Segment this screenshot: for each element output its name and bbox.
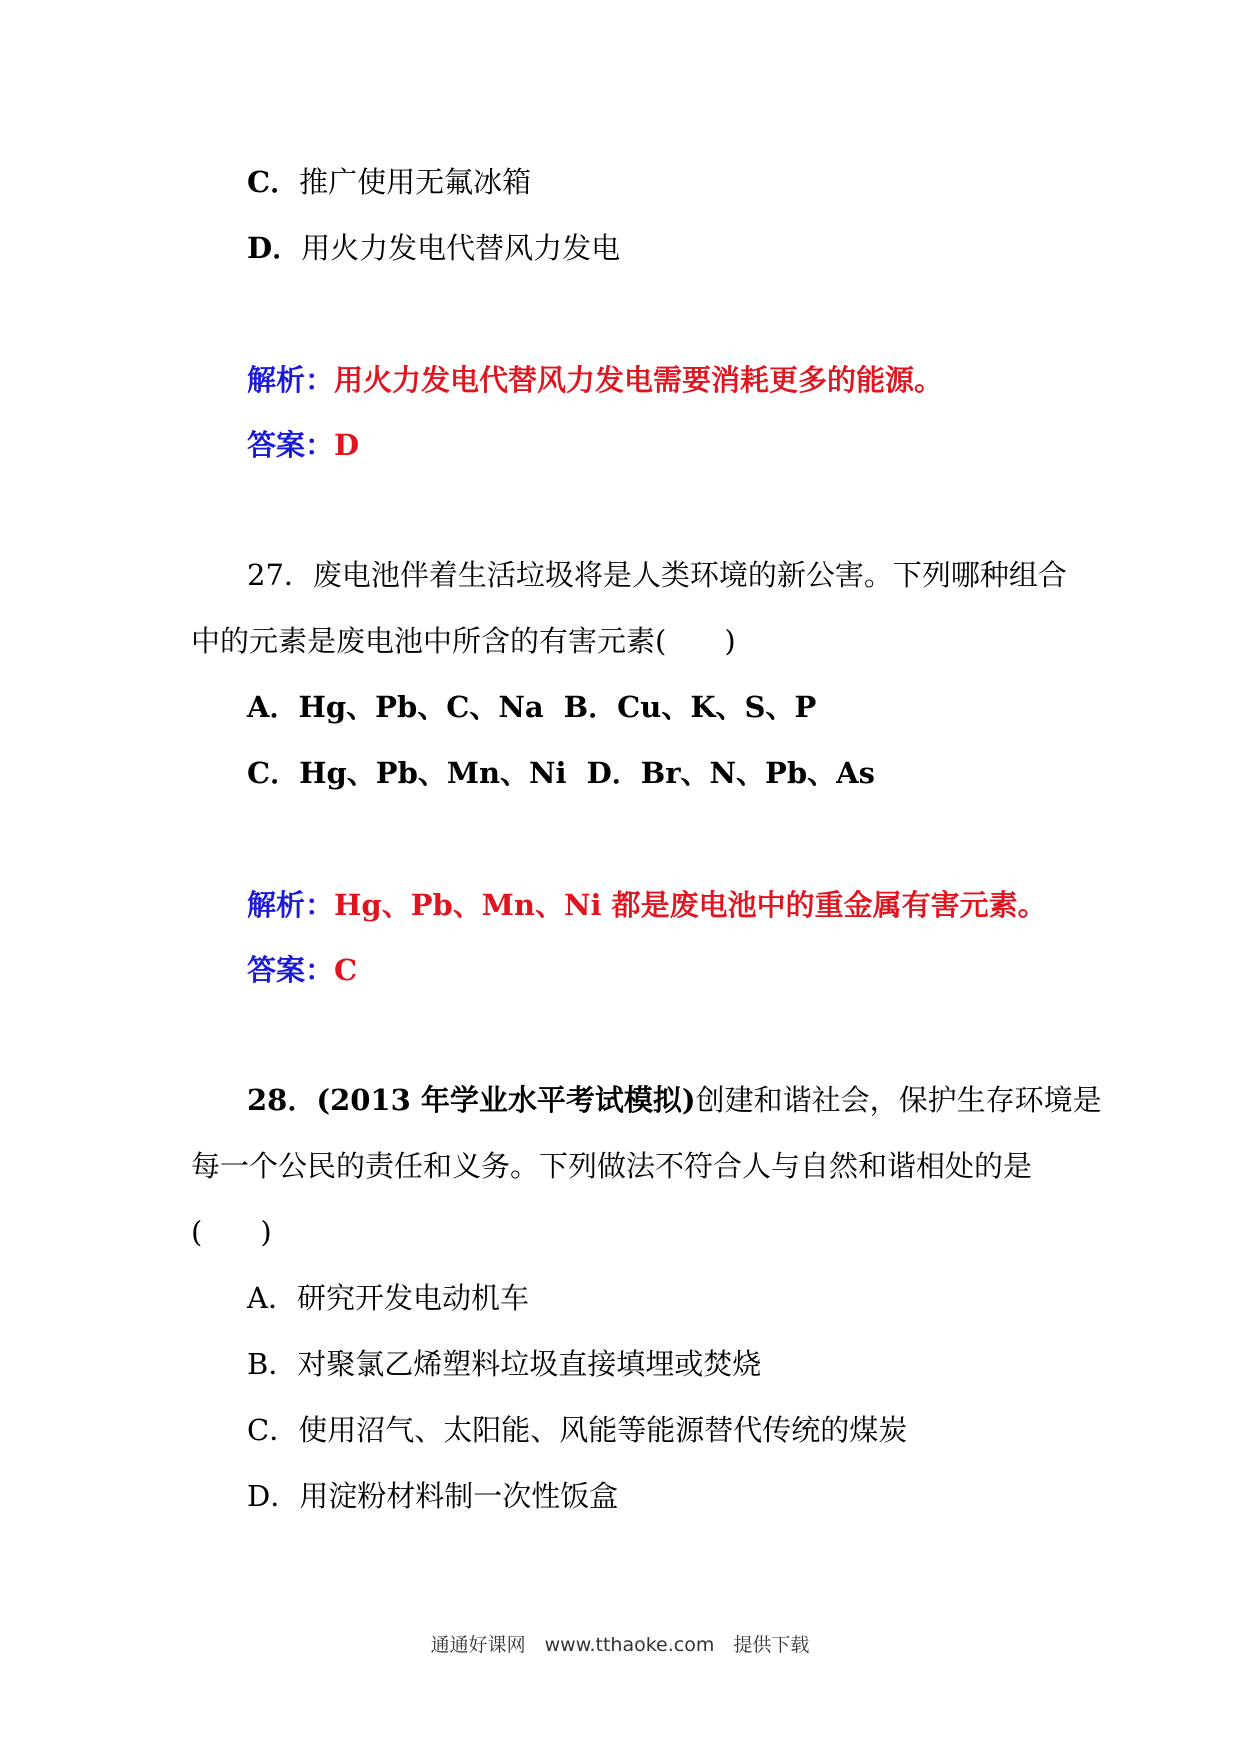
q28-option-c: C．使用沼气、太阳能、风能等能源替代传统的煤炭 bbox=[247, 1413, 908, 1447]
q27-option-c: C．Hg、Pb、Mn、Ni bbox=[247, 756, 567, 790]
q26-analysis-text: 用火力发电代替风力发电需要消耗更多的能源。 bbox=[334, 363, 944, 397]
q28-option-d: D．用淀粉材料制一次性饭盒 bbox=[247, 1479, 619, 1513]
q26-option-c-text: 推广使用无氟冰箱 bbox=[299, 165, 532, 199]
q26-answer-value: D bbox=[334, 428, 360, 462]
q28-stem-line1-rest: 创建和谐社会，保护生存环境是 bbox=[695, 1083, 1102, 1117]
q27-option-a: A．Hg、Pb、C、Na bbox=[247, 690, 544, 724]
q28-option-a: A．研究开发电动机车 bbox=[247, 1281, 529, 1315]
q26-analysis bbox=[247, 360, 943, 400]
q27-stem-line1: 27．废电池伴着生活垃圾将是人类环境的新公害。下列哪种组合 bbox=[247, 558, 1067, 592]
q28-stem-line3: ( ) bbox=[191, 1215, 272, 1249]
q27-options-cd bbox=[247, 753, 875, 793]
q28-stem-prefix: 28．(2013 年学业水平考试模拟) bbox=[247, 1083, 696, 1117]
q27-stem-line2: 中的元素是废电池中所含的有害元素( ) bbox=[191, 624, 736, 658]
q27-answer-value: C bbox=[334, 953, 358, 987]
q26-answer bbox=[247, 425, 359, 465]
q28-option-b: B．对聚氯乙烯塑料垃圾直接填埋或焚烧 bbox=[247, 1347, 762, 1381]
q28-stem-line1 bbox=[247, 1080, 1102, 1120]
q26-option-c-label: C． bbox=[247, 165, 300, 199]
q27-analysis-text: Hg、Pb、Mn、Ni 都是废电池中的重金属有害元素。 bbox=[334, 888, 1047, 922]
q26-analysis-label: 解析： bbox=[247, 363, 335, 397]
q27-option-d: D．Br、N、Pb、As bbox=[586, 756, 875, 790]
q27-option-b: B．Cu、K、S、P bbox=[563, 690, 817, 724]
q26-answer-label: 答案： bbox=[247, 428, 335, 462]
q28-stem-line2: 每一个公民的责任和义务。下列做法不符合人与自然和谐相处的是 bbox=[191, 1149, 1033, 1183]
q26-option-d-text: 用火力发电代替风力发电 bbox=[301, 231, 621, 265]
q26-option-c bbox=[247, 162, 531, 202]
q27-answer bbox=[247, 950, 357, 990]
page-footer: 通通好课网 www.tthaoke.com 提供下载 bbox=[430, 1634, 810, 1656]
q27-analysis bbox=[247, 885, 1047, 925]
q26-option-d-label: D． bbox=[247, 231, 302, 265]
q27-answer-label: 答案： bbox=[247, 953, 335, 987]
q26-option-d bbox=[247, 228, 620, 268]
q27-options-ab bbox=[247, 687, 816, 727]
q27-analysis-label: 解析： bbox=[247, 888, 335, 922]
